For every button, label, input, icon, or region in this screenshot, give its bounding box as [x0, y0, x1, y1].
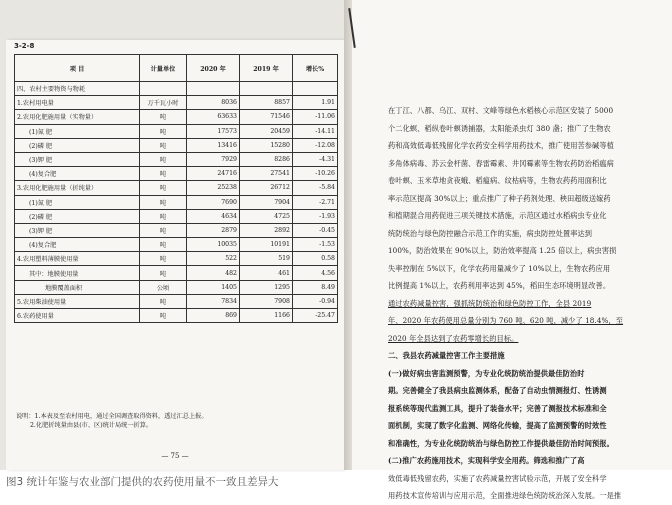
unit-cell: 吨 [140, 138, 187, 152]
text-line: 失率控制在 5%以下，化学农药用量减少了 10%以上，生物农药应用 [388, 263, 611, 273]
text-line: 和植期混合用药促进三项关键技术措施，示范区通过水稻病虫专业化 [388, 211, 607, 220]
unit-cell: 吨 [140, 223, 187, 237]
unit-cell: 吨 [140, 266, 187, 280]
table-row [15, 195, 338, 209]
value-2020-cell: 24716 [187, 167, 240, 181]
item-cell: 5.农用柴油使用量 [15, 294, 140, 308]
item-cell: (2)磷 肥 [15, 138, 140, 152]
value-2019-cell [240, 82, 293, 96]
table-row [15, 266, 338, 280]
value-2019-cell: 10191 [240, 238, 293, 252]
text-line: 效低毒低残留农药，实施了农药减量控害试验示范，开展了安全科学 [388, 473, 607, 483]
unit-cell: 吨 [140, 294, 187, 308]
text-line: 率示范区提高 30%以上；重点推广了种子药剂处理、秧田超级送嫁药 [388, 193, 611, 203]
unit-cell: 吨 [140, 152, 187, 166]
growth-cell: 8.49 [293, 280, 338, 294]
value-2020-cell: 63633 [187, 110, 240, 124]
header-item: 项 目 [15, 55, 140, 82]
table-row [15, 309, 338, 323]
table-row [15, 124, 338, 138]
text-line: 比例提高 1%以上，农药利用率达到 45%，稻田生态环境明显改善。 [388, 281, 611, 290]
growth-cell: -12.08 [293, 138, 338, 152]
value-2019-cell: 15280 [240, 138, 293, 152]
item-cell: (4)复合肥 [15, 238, 140, 252]
unit-cell: 吨 [140, 195, 187, 209]
page-header-number: 3-2-8 [14, 42, 35, 50]
item-cell: 4.农用塑料薄膜使用量 [15, 252, 140, 266]
report-page [352, 0, 672, 500]
item-cell: 其中：地膜使用量 [15, 266, 140, 280]
statistics-table [14, 54, 338, 323]
value-2020-cell: 8036 [187, 96, 240, 110]
growth-cell: -1.93 [293, 209, 338, 223]
text-line: 卷叶螟、玉米草地贪夜蛾、稻瘟病、纹枯病等，生物农药药用面积比 [388, 176, 607, 185]
growth-cell [293, 82, 338, 96]
growth-cell: -4.31 [293, 152, 338, 166]
header-growth: 增长% [293, 55, 338, 82]
item-cell: (3)钾 肥 [15, 152, 140, 166]
table-row [15, 238, 338, 252]
growth-cell: 0.58 [293, 252, 338, 266]
value-2020-cell [187, 82, 240, 96]
growth-cell: -14.11 [293, 124, 338, 138]
report-body-text [388, 102, 664, 505]
value-2020-cell: 869 [187, 309, 240, 323]
item-cell: 四、农村主要物资与物耗 [15, 82, 140, 96]
table-row [15, 152, 338, 166]
header-2020: 2020 年 [187, 55, 240, 82]
unit-cell: 吨 [140, 238, 187, 252]
note-line: 2.化肥折纯量由县(市、区)统计局统一折算。 [30, 422, 153, 429]
value-2020-cell: 10035 [187, 238, 240, 252]
value-2020-cell: 13416 [187, 138, 240, 152]
unit-cell: 吨 [140, 110, 187, 124]
value-2020-cell: 2879 [187, 223, 240, 237]
item-cell: 6.农药使用量 [15, 309, 140, 323]
unit-cell: 公顷 [140, 280, 187, 294]
value-2019-cell: 1295 [240, 280, 293, 294]
table-row [15, 252, 338, 266]
item-cell: (1)氮 肥 [15, 124, 140, 138]
growth-cell: 1.91 [293, 96, 338, 110]
table-header-row [15, 55, 338, 82]
unit-cell [140, 82, 187, 96]
value-2019-cell: 26712 [240, 181, 293, 195]
page-footer-number: — 75 — [161, 452, 189, 460]
table-row [15, 223, 338, 237]
text-line: 和准确性，为专业化统防统治与绿色防控工作提供最佳防治时间预报。 [388, 438, 614, 448]
value-2020-cell: 482 [187, 266, 240, 280]
growth-cell: -0.94 [293, 294, 338, 308]
value-2019-cell: 519 [240, 252, 293, 266]
value-2019-cell: 461 [240, 266, 293, 280]
book-spine [344, 0, 352, 470]
yearbook-page [6, 40, 344, 470]
growth-cell: -5.84 [293, 181, 338, 195]
text-line: 期。完善健全了我县病虫监测体系，配备了自动虫情测报灯、性诱测 [388, 386, 607, 395]
unit-cell: 吨 [140, 209, 187, 223]
text-line: 统防统治与绿色防控融合示范工作的实施，病虫防控处置率达到 [388, 228, 593, 238]
text-line: 2020 年全县达到了农药零增长的目标。 [388, 333, 519, 343]
growth-cell: -1.53 [293, 238, 338, 252]
value-2019-cell: 71546 [240, 110, 293, 124]
table-row [15, 181, 338, 195]
value-2019-cell: 4725 [240, 209, 293, 223]
value-2019-cell: 27541 [240, 167, 293, 181]
item-cell: 1.农村用电量 [15, 96, 140, 110]
text-line: 面机制，实现了数字化监测、网络化传输，提高了监测预警的时效性 [388, 421, 607, 430]
growth-cell: 4.56 [293, 266, 338, 280]
table-row [15, 96, 338, 110]
growth-cell: -11.06 [293, 110, 338, 124]
header-2019: 2019 年 [240, 55, 293, 82]
unit-cell: 吨 [140, 124, 187, 138]
text-line: 报系统等现代监测工具，提升了装备水平；完善了测报技术标准和全 [388, 403, 607, 413]
table-row [15, 294, 338, 308]
item-cell: 2.农用化肥施用量（实物量） [15, 110, 140, 124]
value-2020-cell: 25238 [187, 181, 240, 195]
growth-cell: -0.45 [293, 223, 338, 237]
table-row [15, 138, 338, 152]
value-2020-cell: 522 [187, 252, 240, 266]
text-line: (一)做好病虫害监测预警，为专业化统防统治提供最佳防治时 [388, 368, 585, 378]
text-line: (二)推广农药施用技术，实现科学安全用药。筛选和推广了高 [388, 456, 585, 465]
item-cell: (1)氮 肥 [15, 195, 140, 209]
table-notes [16, 412, 336, 430]
unit-cell: 吨 [140, 167, 187, 181]
text-line: 用药技术宣传培训与应用示范，全面推进绿色统防统治深入发展。一是推 [388, 491, 622, 500]
item-cell: (2)磷 肥 [15, 209, 140, 223]
text-line: 在丁江、八都、乌江、双村、文峰等绿色水稻核心示范区安装了 5000 [388, 106, 614, 115]
text-line: 年、2020 年农药使用总量分别为 760 吨、620 吨，减少了 18.4%，至 [388, 316, 624, 325]
item-cell: 3.农用化肥施用量（折纯量） [15, 181, 140, 195]
growth-cell: -10.26 [293, 167, 338, 181]
value-2019-cell: 7908 [240, 294, 293, 308]
value-2019-cell: 7904 [240, 195, 293, 209]
text-line: 个二化螟、稻纵卷叶螟诱捕器，太阳能杀虫灯 380 盏；推广了生物农 [388, 123, 611, 133]
table-row [15, 209, 338, 223]
unit-cell: 万千瓦小时 [140, 96, 187, 110]
text-line: 通过农药减量控害，强抓统防统治和绿色防控工作，全县 2019 [388, 298, 592, 308]
table-row [15, 167, 338, 181]
item-cell: (3)钾 肥 [15, 223, 140, 237]
table-row [15, 82, 338, 96]
value-2020-cell: 17573 [187, 124, 240, 138]
value-2019-cell: 2892 [240, 223, 293, 237]
unit-cell: 吨 [140, 309, 187, 323]
growth-cell: -2.71 [293, 195, 338, 209]
table-row [15, 280, 338, 294]
text-line: 二、我县农药减量控害工作主要措施 [388, 351, 505, 360]
value-2019-cell: 8857 [240, 96, 293, 110]
figure-caption: 图3 统计年鉴与农业部门提供的农药使用量不一致且差异大 [6, 476, 279, 488]
text-line: 药和高效低毒低残留化学农药安全科学用药技术，推广使用苦参碱等植 [388, 141, 614, 150]
value-2019-cell: 20459 [240, 124, 293, 138]
growth-cell: -25.47 [293, 309, 338, 323]
text-line: 100%，防治效果在 90%以上，防治效率提高 1.25 倍以上，病虫害损 [388, 246, 617, 255]
header-unit: 计量单位 [140, 55, 187, 82]
value-2019-cell: 8286 [240, 152, 293, 166]
value-2020-cell: 4634 [187, 209, 240, 223]
unit-cell: 吨 [140, 252, 187, 266]
note-line: 说明：1.本表及至农村用电，通过全国调查取得资料，透过汇总上报。 [16, 413, 208, 420]
item-cell: (4)复合肥 [15, 167, 140, 181]
value-2020-cell: 7834 [187, 294, 240, 308]
value-2020-cell: 7690 [187, 195, 240, 209]
table-row [15, 110, 338, 124]
value-2020-cell: 7929 [187, 152, 240, 166]
item-cell: 地膜覆盖面积 [15, 280, 140, 294]
text-line: 多角体病毒、苏云金杆菌、春雷霉素、井冈霉素等生物农药防治稻瘟病 [388, 158, 614, 168]
unit-cell: 吨 [140, 181, 187, 195]
value-2019-cell: 1166 [240, 309, 293, 323]
value-2020-cell: 1405 [187, 280, 240, 294]
